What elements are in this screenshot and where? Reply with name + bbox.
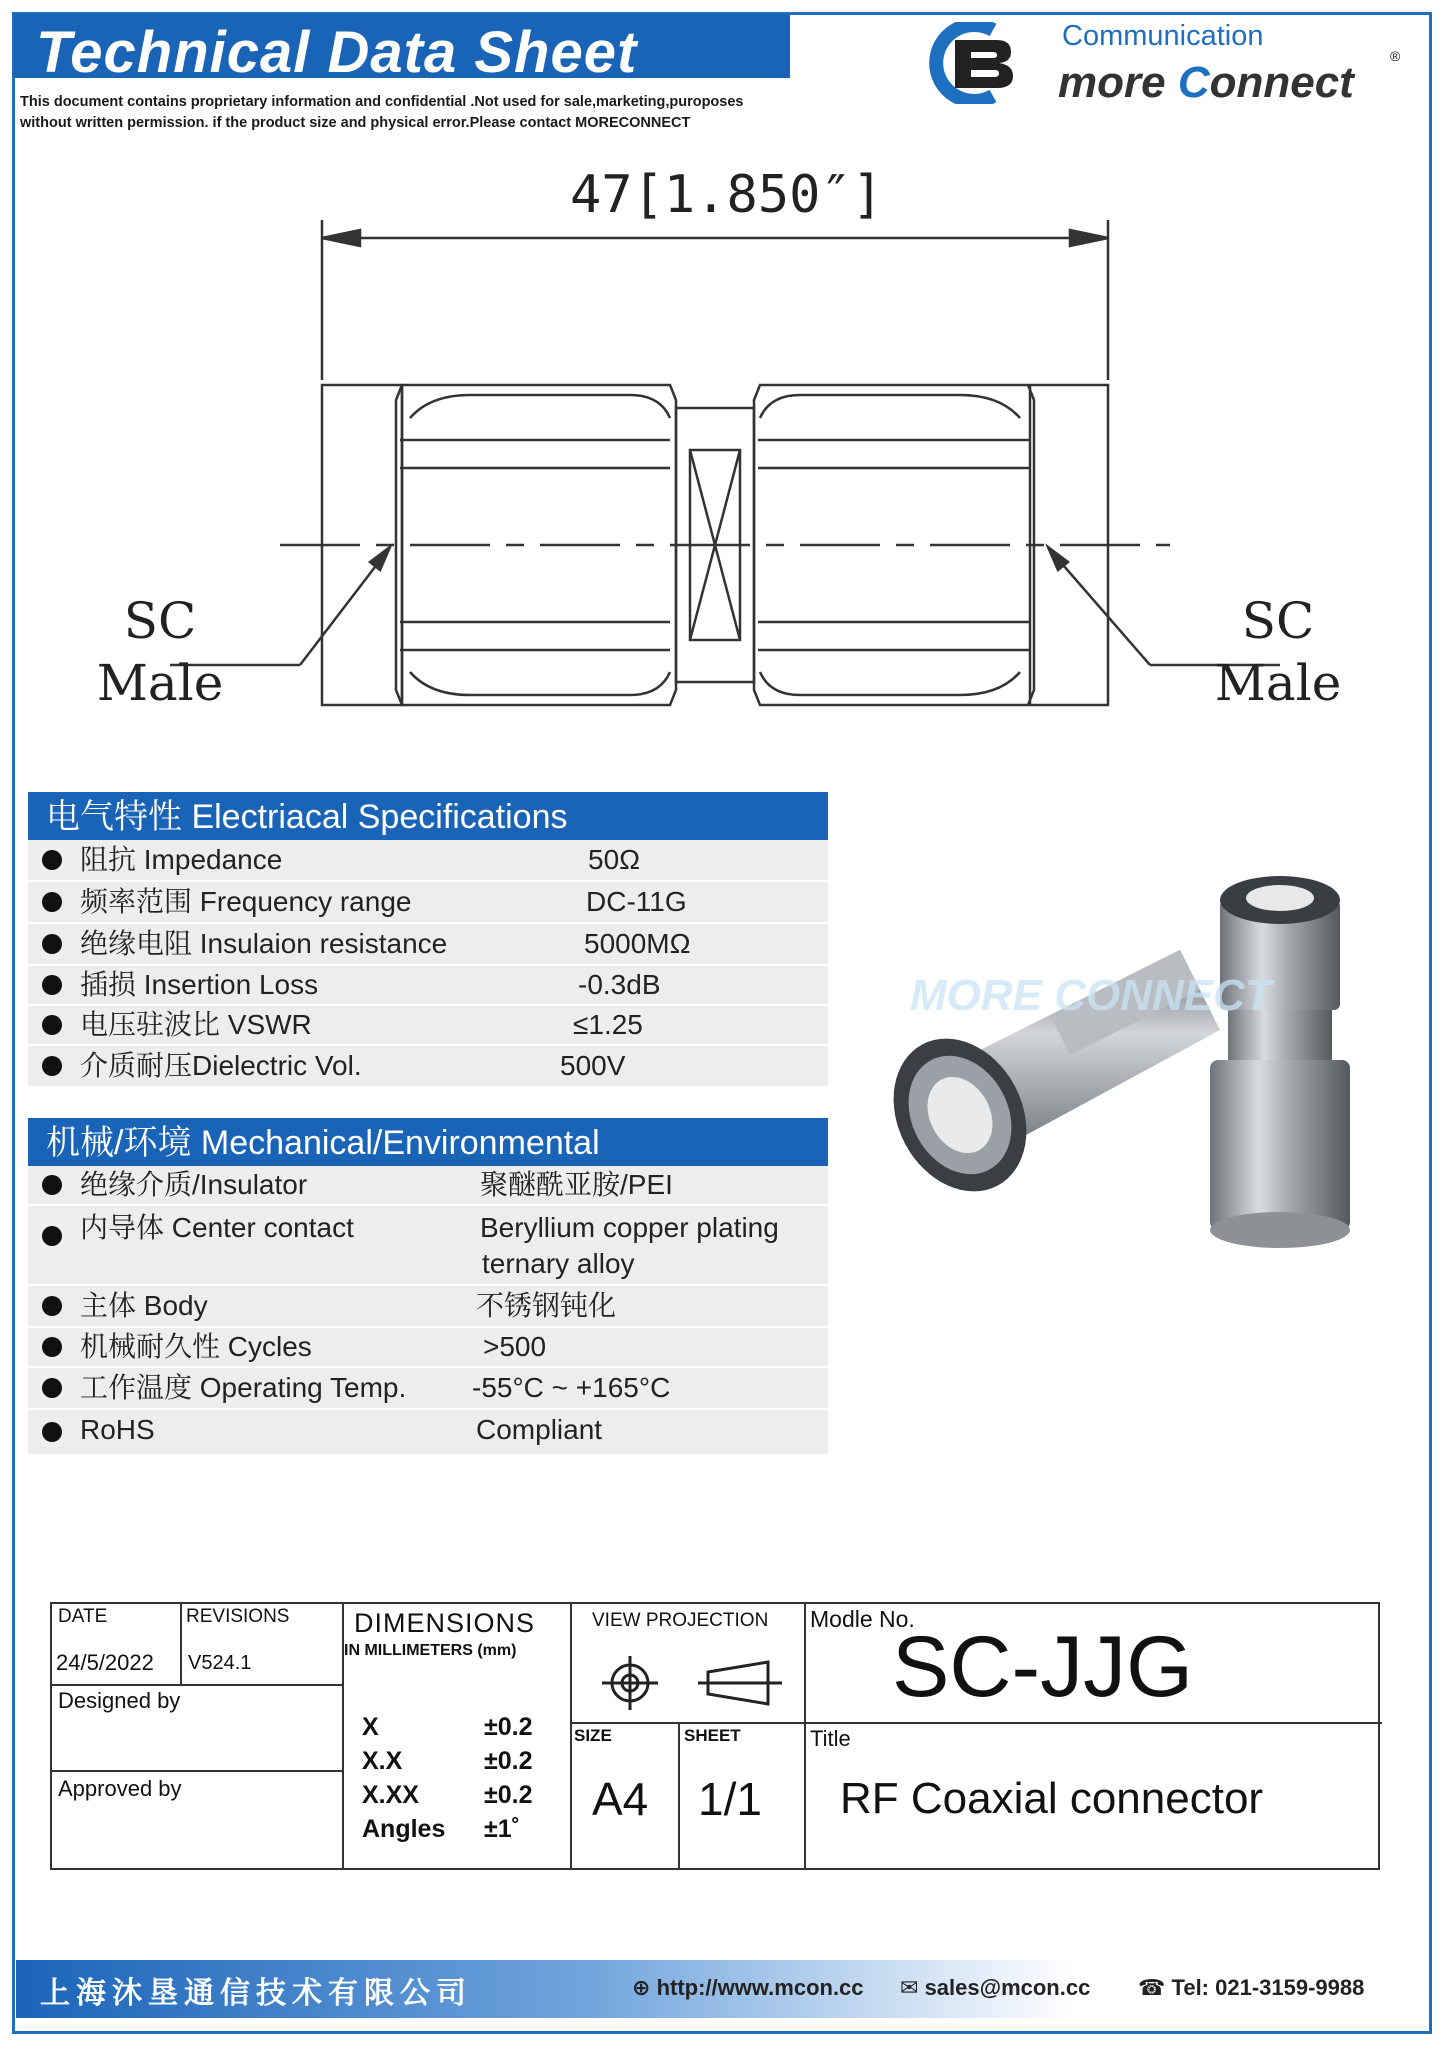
spec-name: 机械耐久性 Cycles — [80, 1331, 312, 1362]
spec-value: 500V — [560, 1050, 626, 1081]
connector-drawing — [70, 150, 1370, 750]
email-link[interactable]: sales@mcon.cc — [924, 1975, 1091, 2000]
company-logo — [915, 22, 1025, 104]
brand-name — [1058, 58, 1354, 108]
spec-name: 绝缘介质/Insulator — [80, 1169, 308, 1200]
left-connector-gender: Male — [96, 654, 224, 712]
left-connector-label — [90, 590, 230, 714]
spec-value: -0.3dB — [578, 969, 661, 1000]
right-connector-label — [1208, 590, 1348, 714]
spec-value: -55°C ~ +165°C — [472, 1372, 671, 1403]
spec-row — [28, 1046, 828, 1088]
tolerance-keys — [362, 1710, 445, 1846]
spec-name: 内导体 Center contact — [80, 1212, 354, 1243]
tolerance-value: ±1˚ — [484, 1815, 520, 1843]
spec-name: 绝缘电阻 Insulaion resistance — [80, 928, 448, 959]
email[interactable] — [900, 1975, 1090, 2001]
confidentiality-notice — [20, 92, 820, 134]
product-title: RF Coaxial connector — [840, 1774, 1264, 1823]
spec-name: 插损 Insertion Loss — [80, 969, 319, 1000]
overall-length-dimension: 47[1.850″] — [570, 165, 884, 225]
spec-name: 介质耐压Dielectric Vol. — [80, 1050, 362, 1081]
tolerance-value: ±0.2 — [484, 1781, 533, 1809]
brand-name-part-2: C — [1177, 58, 1210, 107]
website[interactable] — [632, 1975, 864, 2001]
notice-line-1: This document contains proprietary information and confidential .Not used for sale,marketing,puroposes — [20, 94, 744, 110]
spec-name: RoHS — [80, 1414, 155, 1445]
designed-by-label: Designed by — [58, 1688, 181, 1713]
spec-row — [28, 1166, 828, 1206]
size-value: A4 — [592, 1773, 649, 1825]
spec-row — [28, 1006, 828, 1046]
envelope-icon: ✉ — [900, 1975, 919, 2000]
spec-value: 聚醚酰亚胺/PEI — [480, 1169, 673, 1200]
tolerance-key: X.X — [362, 1747, 403, 1775]
spec-name: 主体 Body — [80, 1290, 208, 1321]
brand-tagline: Communication — [1062, 20, 1264, 52]
title-label: Title — [810, 1726, 851, 1751]
electrical-specifications — [28, 792, 828, 1088]
title-banner — [14, 14, 790, 85]
spec-row — [28, 1368, 828, 1410]
tolerance-value: ±0.2 — [484, 1713, 533, 1741]
tolerance-key: X.XX — [362, 1781, 419, 1809]
revisions-value: V524.1 — [188, 1652, 252, 1674]
page-title: Technical Data Sheet — [36, 20, 638, 85]
spec-row — [28, 1410, 828, 1456]
spec-row — [28, 1286, 828, 1328]
spec-value: Beryllium copper plating — [480, 1212, 779, 1243]
date-label: DATE — [58, 1606, 108, 1627]
registered-mark: ® — [1390, 48, 1401, 64]
revisions-label: REVISIONS — [186, 1606, 290, 1627]
tolerance-key: X — [362, 1713, 379, 1741]
drawing-title-block — [50, 1602, 1380, 1870]
telephone-number: Tel: 021-3159-9988 — [1171, 1975, 1365, 2000]
spec-value: >500 — [483, 1331, 547, 1362]
dimensions-label: DIMENSIONS — [354, 1608, 536, 1638]
spec-name: 阻抗 Impedance — [80, 844, 283, 875]
sheet-value: 1/1 — [698, 1773, 762, 1825]
sheet-label: SHEET — [684, 1726, 741, 1745]
approved-by-label: Approved by — [58, 1776, 182, 1801]
projection-symbol-icon — [590, 1650, 790, 1716]
spec-row — [28, 840, 828, 882]
view-projection-label: VIEW PROJECTION — [592, 1610, 769, 1631]
phone-icon: ☎ — [1138, 1975, 1166, 2000]
spec-row — [28, 1328, 828, 1368]
left-connector-type: SC — [123, 592, 197, 650]
product-photo — [880, 860, 1420, 1280]
dimensions-units: IN MILLIMETERS (mm) — [344, 1642, 517, 1659]
spec-row — [28, 1206, 828, 1286]
photo-watermark: MORE CONNECT — [910, 971, 1272, 1020]
model-number: SC-JJG — [892, 1619, 1193, 1715]
model-number-label: Modle No. — [810, 1606, 915, 1632]
spec-row — [28, 966, 828, 1006]
tolerance-values — [484, 1710, 532, 1846]
tolerance-value: ±0.2 — [484, 1747, 533, 1775]
notice-line-2: without written permission. if the product size and physical error.Please contact MORECONNECT — [20, 115, 691, 131]
telephone — [1138, 1975, 1364, 2001]
date-value: 24/5/2022 — [56, 1650, 154, 1675]
electrical-heading: 电气特性 Electriacal Specifications — [28, 792, 828, 840]
spec-name: 频率范围 Frequency range — [80, 886, 412, 917]
right-connector-gender: Male — [1214, 654, 1342, 712]
globe-icon: ⊕ — [632, 1975, 651, 2000]
company-name: 上海沐垦通信技术有限公司 — [40, 1976, 472, 2011]
spec-value: Compliant — [476, 1414, 603, 1445]
spec-value: 50Ω — [588, 844, 641, 875]
brand-name-part-3: onnect — [1209, 58, 1354, 107]
right-connector-type: SC — [1241, 592, 1315, 650]
spec-row — [28, 924, 828, 966]
website-link[interactable]: http://www.mcon.cc — [656, 1975, 864, 2000]
spec-name: 电压驻波比 VSWR — [80, 1009, 312, 1040]
spec-value: 不锈钢钝化 — [476, 1290, 617, 1321]
spec-value: 5000MΩ — [584, 928, 691, 959]
spec-row — [28, 882, 828, 924]
spec-value: ≤1.25 — [573, 1009, 643, 1040]
mechanical-heading: 机械/环境 Mechanical/Environmental — [28, 1118, 828, 1166]
spec-value-continued: ternary alloy — [482, 1248, 635, 1279]
size-label: SIZE — [574, 1726, 612, 1745]
tolerance-key: Angles — [362, 1815, 446, 1843]
mechanical-specifications — [28, 1118, 828, 1456]
brand-name-part-1: more — [1058, 58, 1178, 107]
spec-name: 工作温度 Operating Temp. — [80, 1372, 407, 1403]
spec-value: DC-11G — [586, 886, 687, 917]
